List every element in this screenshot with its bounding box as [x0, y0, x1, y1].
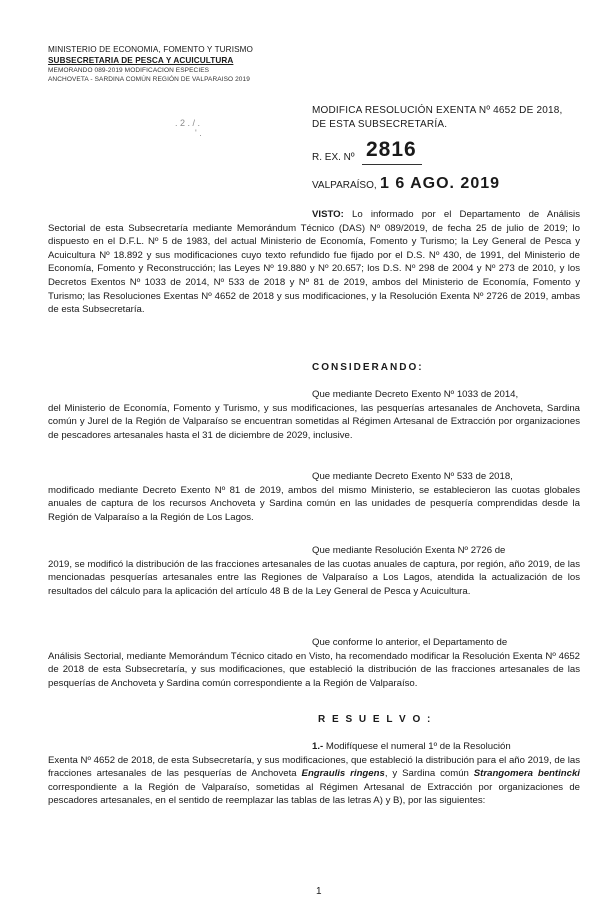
article-number: 1.-	[312, 741, 324, 752]
considerando-p4: Que conforme lo anterior, el Departamento de Análisis Sectorial, mediante Memorándum Técnico citado en Visto, ha recomendado modificar la Resolución Exenta Nº 4652 de 2018 de esta Subsecretaría, y sus modificaciones, que estableció la distribución de las fracciones artesanales de las pesquerías de Anchoveta y Sardina común correspondiente a la Región de Valparaíso.	[48, 637, 580, 689]
visto-lead: VISTO:	[312, 209, 344, 220]
document-title: MODIFICA RESOLUCIÓN EXENTA Nº 4652 DE 2018, DE ESTA SUBSECRETARÍA.	[312, 105, 563, 130]
ministry-name: MINISTERIO DE ECONOMIA, FOMENTO Y TURISMO	[48, 45, 254, 54]
resuelvo-heading: R E S U E L V O :	[318, 714, 433, 725]
page-number: 1	[316, 886, 322, 897]
memo-reference: MEMORANDO 089-2019 MODIFICACION ESPECIES	[48, 67, 210, 74]
resolution-number: 2816	[366, 138, 417, 161]
resuelvo-article-1: 1.- Modifíquese el numeral 1º de la Resolución Exenta Nº 4652 de 2018, de esta Subsecretaría, y sus modificaciones, que estableció la distribución para el año 2019, de las fracciones artesanales de las pesquerías de Anchoveta Engraulis ringens, y Sardina común Strangomera bentincki correspondiente a la Región de Valparaíso, sometidas al Régimen Artesanal de Extracción por organizaciones de pescadores artesanales, en el sentido de reemplazar las tablas de las letras A) y B), por las siguientes:	[48, 741, 580, 807]
place: VALPARAÍSO,	[312, 180, 377, 191]
species-anchoveta: Engraulis ringens	[301, 768, 385, 780]
date-stamp: 1 6 AGO. 2019	[380, 175, 501, 192]
considerando-p1: Que mediante Decreto Exento Nº 1033 de 2014, del Ministerio de Economía, Fomento y Turismo, y sus modificaciones, las pesquerías artesanales de Anchoveta, Sardina común y Jurel de la Región de Valparaíso se encuentran sometidas al Régimen Artesanal de Extracción por organizaciones de pescadores artesanales hasta el 31 de diciembre de 2029, inclusive.	[48, 389, 580, 441]
visto-paragraph: VISTO: Lo informado por el Departamento de Análisis Sectorial de esta Subsecretaría mediante Memorándum Técnico (DAS) Nº 089/2019, de fecha 25 de julio de 2019; lo dispuesto en el D.F.L. Nº 5 de 1983, del actual Ministerio de Economía, Fomento y Turismo; la Ley General de Pesca y Acuicultura Nº 18.892 y sus modificaciones cuyo texto refundido fue fijado por el D.S. Nº 430, de 1991, del Ministerio de Economía, Fomento y Reconstrucción; las Leyes Nº 19.880 y Nº 20.657; los D.S. Nº 298 de 2004 y Nº 273 de 2010, y los Decretos Exentos Nº 1033 de 2014, Nº 533 de 2018 y Nº 81 de 2019, ambos del Ministerio de Economía, Fomento y Turismo; las Resoluciones Exentas Nº 4652 de 2018 y sus modificaciones, y la Resolución Exenta Nº 2726 de 2019, ambas de esta Subsecretaría.	[48, 209, 580, 316]
number-underline	[362, 164, 422, 165]
subsecretaria-name: SUBSECRETARIA DE PESCA Y ACUICULTURA	[48, 56, 234, 65]
resolution-label: R. EX. Nº	[312, 152, 355, 163]
header-block	[48, 44, 278, 84]
considerando-p3: Que mediante Resolución Exenta Nº 2726 de 2019, se modificó la distribución de las fracciones artesanales de las cuotas anuales de captura, por región, año 2019, de las mencionadas pesquerías artesanales entre las Regiones de Valparaíso a Los Lagos, atendida la actualización de los resultados del cálculo para la aplicación del artículo 48 B de la Ley General de Pesca y Acuicultura.	[48, 545, 580, 597]
species-sardina: Strangomera bentincki	[473, 768, 580, 780]
considerando-heading: CONSIDERANDO:	[312, 362, 424, 373]
considerando-p2: Que mediante Decreto Exento Nº 533 de 2018, modificado mediante Decreto Exento Nº 81 de 2019, ambos del mismo Ministerio, se establecieron las cuotas globales anuales de captura de los recursos Anchoveta y Sardina común en las unidades de pesquería comprendidas desde la Región de Valparaíso a la Región de Los Lagos.	[48, 471, 580, 523]
memo-subject: ANCHOVETA - SARDINA COMÚN REGIÓN DE VALPARAISO 2019	[48, 76, 250, 83]
faint-stamp: . 2 . / . ' .	[175, 118, 202, 138]
